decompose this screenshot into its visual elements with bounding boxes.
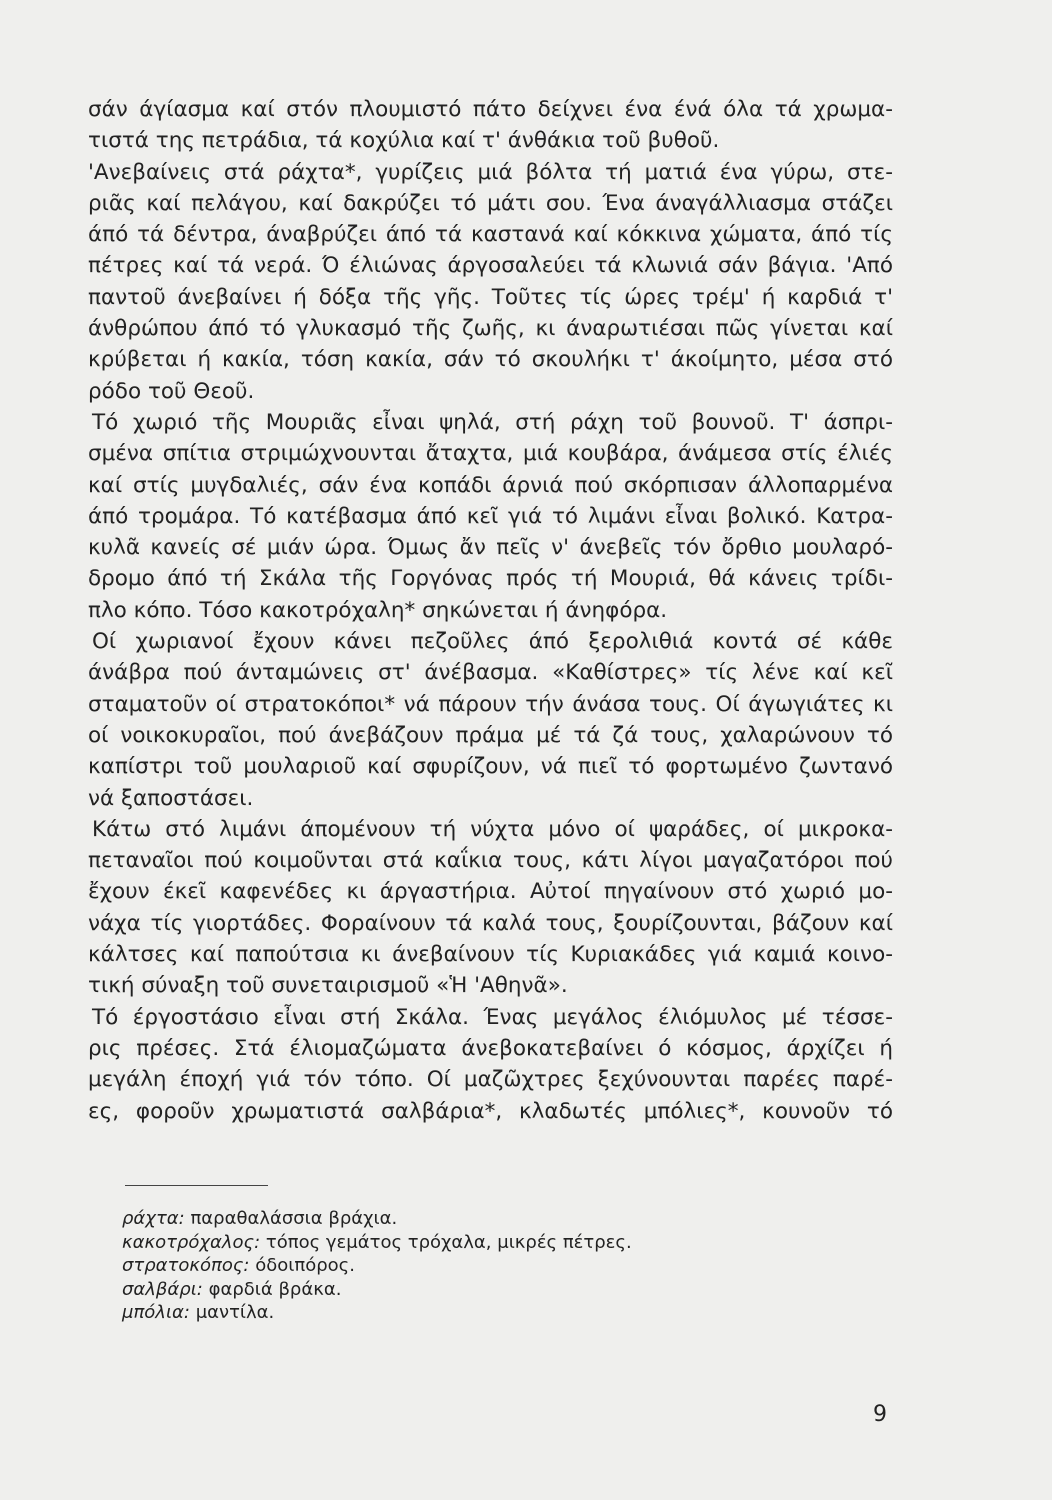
footnote-term: στρατοκόπος: <box>122 1255 250 1276</box>
main-text <box>88 94 893 1127</box>
footnote-definition: τόπος γεμάτος τρόχαλα, μικρές πέτρες. <box>265 1231 632 1253</box>
text-line: ρις πρέσες. Στά έλιομαζώματα άνεβοκατεβαίνει ό κόσμος, άρχίζει ή <box>88 1035 893 1061</box>
text-line: σταματοῦν οί στρατοκόποι* νά πάρουν τήν άνάσα τους. Οί άγωγιάτες κι <box>88 691 893 717</box>
text-line: οί νοικοκυραῖοι, πού άνεβάζουν πράμα μέ τά ζά τους, χαλαρώνουν τό <box>88 722 893 748</box>
footnote <box>122 1278 632 1302</box>
footnote-divider <box>125 1185 268 1186</box>
footnote-term: ράχτα: <box>122 1208 185 1229</box>
text-line: μεγάλη έποχή γιά τόν τόπο. Οί μαζῶχτρες ξεχύνουνται παρέες παρέ- <box>88 1067 893 1093</box>
footnote <box>122 1254 632 1278</box>
footnote-term: μπόλια: <box>122 1302 190 1323</box>
text-line: ριᾶς καί πελάγου, καί δακρύζει τό μάτι σου. Ένα άναγάλλιασμα στάζει <box>88 190 893 216</box>
text-line: σάν άγίασμα καί στόν πλουμιστό πάτο δείχνει ένα ένά όλα τά χρωμα- <box>88 97 893 122</box>
text-line: κρύβεται ή κακία, τόση κακία, σάν τό σκουλήκι τ' άκοίμητο, μέσα στό <box>88 347 893 373</box>
text-line: ἔχουν έκεῖ καφενέδες κι άργαστήρια. Αὐτοί πηγαίνουν στό χωριό μο- <box>88 879 893 905</box>
footnote-definition: φαρδιά βράκα. <box>208 1278 342 1300</box>
text-line: κάλτσες καί παπούτσια κι άνεβαίνουν τίς Κυριακάδες γιά καμιά κοινο- <box>88 942 893 968</box>
text-line: παντοῦ άνεβαίνει ή δόξα τῆς γῆς. Τοῦτες τίς ώρες τρέμ' ή καρδιά τ' <box>88 284 893 310</box>
text-line: νάχα τίς γιορτάδες. Φοραίνουν τά καλά τους, ξουρίζουνται, βάζουν καί <box>88 910 893 936</box>
text-line: άπό τρομάρα. Τό κατέβασμα άπό κεῖ γιά τό λιμάνι εἶναι βολικό. Κατρα- <box>88 503 893 529</box>
text-line: άπό τά δέντρα, άναβρύζει άπό τά καστανά καί κόκκινα χώματα, άπό τίς <box>88 222 893 248</box>
text-line: πλο κόπο. Τόσο κακοτρόχαλη* σηκώνεται ή άνηφόρα. <box>88 597 668 623</box>
text-line: άνθρώπου άπό τό γλυκασμό τῆς ζωῆς, κι άναρωτιέσαι πῶς γίνεται καί <box>88 316 893 342</box>
text-line: Τό χωριό τῆς Μουριᾶς εἶναι ψηλά, στή ράχη τοῦ βουνοῦ. Τ' άσπρι- <box>92 409 893 435</box>
text-line: Τό έργοστάσιο εἶναι στή Σκάλα. Ένας μεγάλος έλιόμυλος μέ τέσσε- <box>92 1004 893 1030</box>
text-line: νά ξαποστάσει. <box>88 785 254 811</box>
text-line: τιστά της πετράδια, τά κοχύλια καί τ' άνθάκια τοῦ βυθοῦ. <box>88 128 720 154</box>
text-line: δρομο άπό τή Σκάλα τῆς Γοργόνας πρός τή Μουριά, θά κάνεις τρίδι- <box>88 566 893 592</box>
footnote <box>122 1207 632 1231</box>
footnote-term: σαλβάρι: <box>122 1278 203 1300</box>
text-line: πέτρες καί τά νερά. Ό έλιώνας άργοσαλεύει τά κλωνιά σάν βάγια. 'Από <box>88 253 893 279</box>
text-line: Οί χωριανοί ἔχουν κάνει πεζοῦλες άπό ξερολιθιά κοντά σέ κάθε <box>92 629 893 655</box>
text-line: 'Ανεβαίνεις στά ράχτα*, γυρίζεις μιά βόλτα τή ματιά ένα γύρω, στε- <box>88 159 893 185</box>
footnote-definition: παραθαλάσσια βράχια. <box>190 1208 398 1229</box>
footnote <box>122 1231 632 1255</box>
footnote <box>122 1301 632 1325</box>
text-line: σμένα σπίτια στριμώχνουνται ἄταχτα, μιά κουβάρα, άνάμεσα στίς έλιές <box>88 441 893 467</box>
footnote-definition: όδοιπόρος. <box>255 1255 355 1276</box>
text-line: ες, φοροῦν χρωματιστά σαλβάρια*, κλαδωτές μπόλιες*, κουνοῦν τό <box>88 1098 893 1124</box>
text-line: καί στίς μυγδαλιές, σάν ένα κοπάδι άρνιά πού σκόρπισαν άλλοπαρμένα <box>88 472 893 498</box>
text-line: τική σύναξη τοῦ συνεταιρισμοῦ «Ἡ 'Αθηνᾶ». <box>88 973 568 999</box>
footnotes <box>122 1207 632 1325</box>
text-line: κυλᾶ κανείς σέ μιάν ώρα. Όμως ἄν πεῖς ν' άνεβεῖς τόν ὄρθιο μουλαρό- <box>88 535 893 561</box>
footnote-definition: μαντίλα. <box>195 1302 275 1323</box>
text-line: πεταναῖοι πού κοιμοῦνται στά καΐκια τους, κάτι λίγοι μαγαζατόροι πού <box>88 848 893 874</box>
text-line: άνάβρα πού άνταμώνεις στ' άνέβασμα. «Καθίστρες» τίς λένε καί κεῖ <box>88 660 893 686</box>
page-number: 9 <box>873 1402 887 1427</box>
text-line: Κάτω στό λιμάνι άπομένουν τή νύχτα μόνο οί ψαράδες, οί μικροκα- <box>92 816 893 842</box>
text-line: ρόδο τοῦ Θεοῦ. <box>88 378 255 404</box>
text-line: καπίστρι τοῦ μουλαριοῦ καί σφυρίζουν, νά πιεῖ τό φορτωμένο ζωντανό <box>88 754 893 780</box>
footnote-term: κακοτρόχαλος: <box>122 1231 261 1253</box>
